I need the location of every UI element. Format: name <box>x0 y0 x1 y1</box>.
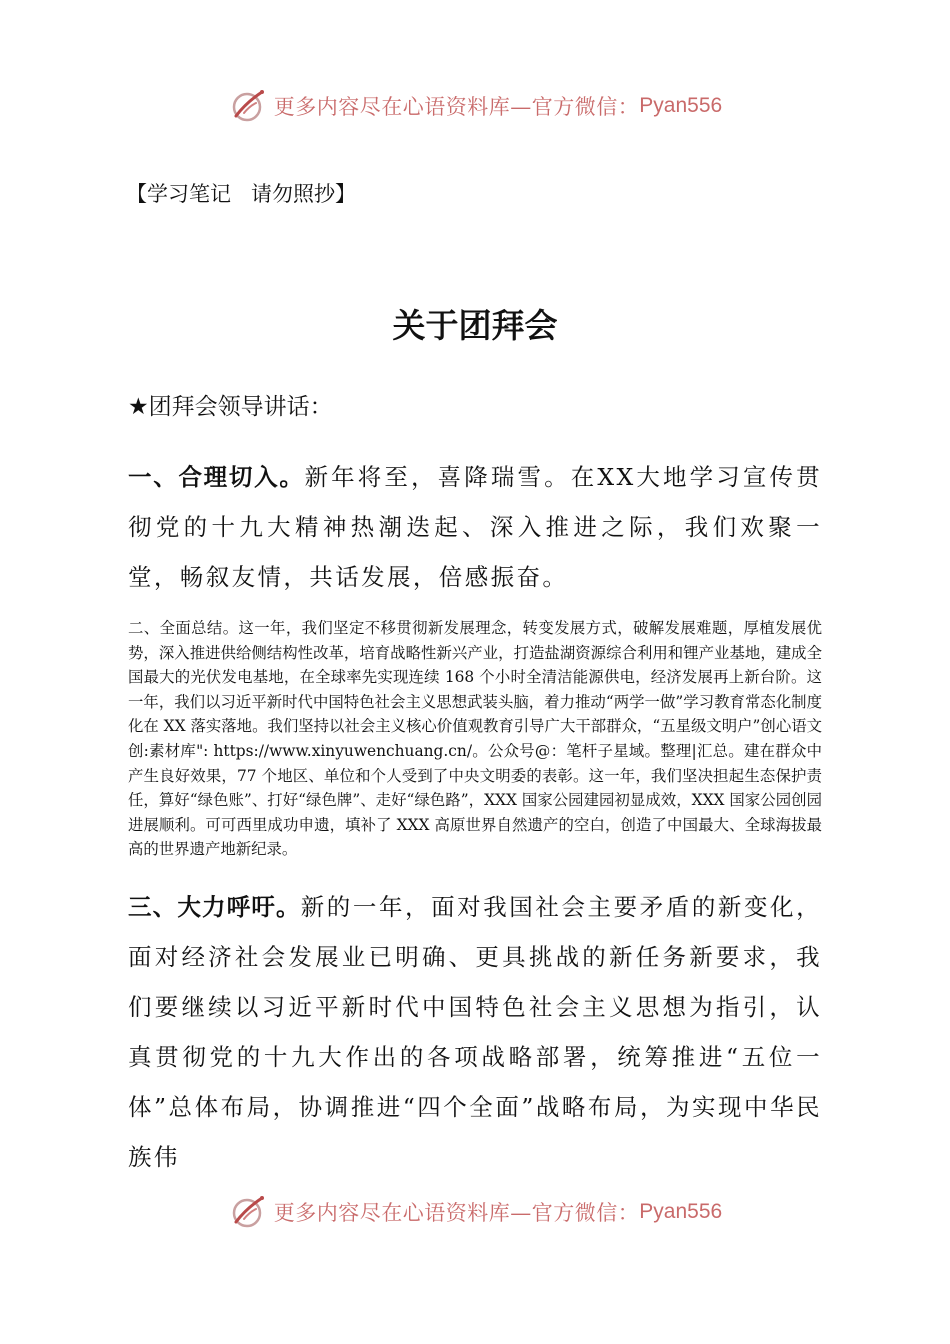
header-wechat-id: Pyan556 <box>639 94 723 117</box>
section-two-paragraph: 二、全面总结。这一年，我们坚定不移贯彻新发展理念，转变发展方式，破解发展难题，厚植发展优势，深入推进供给侧结构性改革，培育战略性新兴产业，打造盐湖资源综合利用和锂产业基地，建成全国最大的光伏发电基地，在全球率先实现连续 168 个小时全清洁能源供电，经济发展再上新台阶。这一年，我们以习近平新时代中国特色社会主义思想武装头脑，着力推动“两学一做”学习教育常态化制度化在 XX 落实落地。我们坚持以社会主义核心价值观教育引导广大干部群众，“五星级文明户”创心语文创:素材库": https://www.xinyuwenchuang.cn/。公众号@：笔杆子星域。整理|汇总。建在群众中产生良好效果，77 个地区、单位和个人受到了中央文明委的表彰。这一年，我们坚决担起生态保护责任，算好“绿色账”、打好“绿色牌”、走好“绿色路”，XXX 国家公园建园初显成效，XXX 国家公园创园进展顺利。可可西里成功申遗，填补了 XXX 高原世界自然遗产的空白，创造了中国最大、全球海拔最高的世界遗产地新纪录。 <box>128 619 822 859</box>
section-one-lead: 一、合理切入。 <box>128 463 305 491</box>
section-three-lead: 三、大力呼吁。 <box>128 893 301 921</box>
header-banner-text: 更多内容尽在心语资料库—官方微信： <box>273 95 640 119</box>
footer-wechat-id: Pyan556 <box>639 1200 723 1223</box>
brush-logo-icon <box>228 86 268 126</box>
brush-logo-icon <box>228 1192 268 1232</box>
study-note-label: 【学习笔记 请勿照抄】 <box>126 182 357 206</box>
footer-watermark-banner <box>0 1190 950 1234</box>
page-title: 关于团拜会 <box>392 306 558 345</box>
header-watermark-banner <box>0 84 950 128</box>
speech-subheading: ★团拜会领导讲话： <box>128 394 333 420</box>
section-three-paragraph <box>128 882 822 1182</box>
section-one-paragraph <box>128 452 822 602</box>
section-three-body: 新的一年，面对我国社会主要矛盾的新变化，面对经济社会发展业已明确、更具挑战的新任务新要求，我们要继续以习近平新时代中国特色社会主义思想为指引，认真贯彻党的十九大作出的各项战略部署，统筹推进“五位一体”总体布局，协调推进“四个全面”战略布局，为实现中华民族伟 <box>128 893 823 1171</box>
footer-banner-text: 更多内容尽在心语资料库—官方微信： <box>273 1201 640 1225</box>
section-one-body: 新年将至，喜降瑞雪。在XX大地学习宣传贯彻党的十九大精神热潮迭起、深入推进之际，我们欢聚一堂，畅叙友情，共话发展，倍感振奋。 <box>128 463 823 591</box>
